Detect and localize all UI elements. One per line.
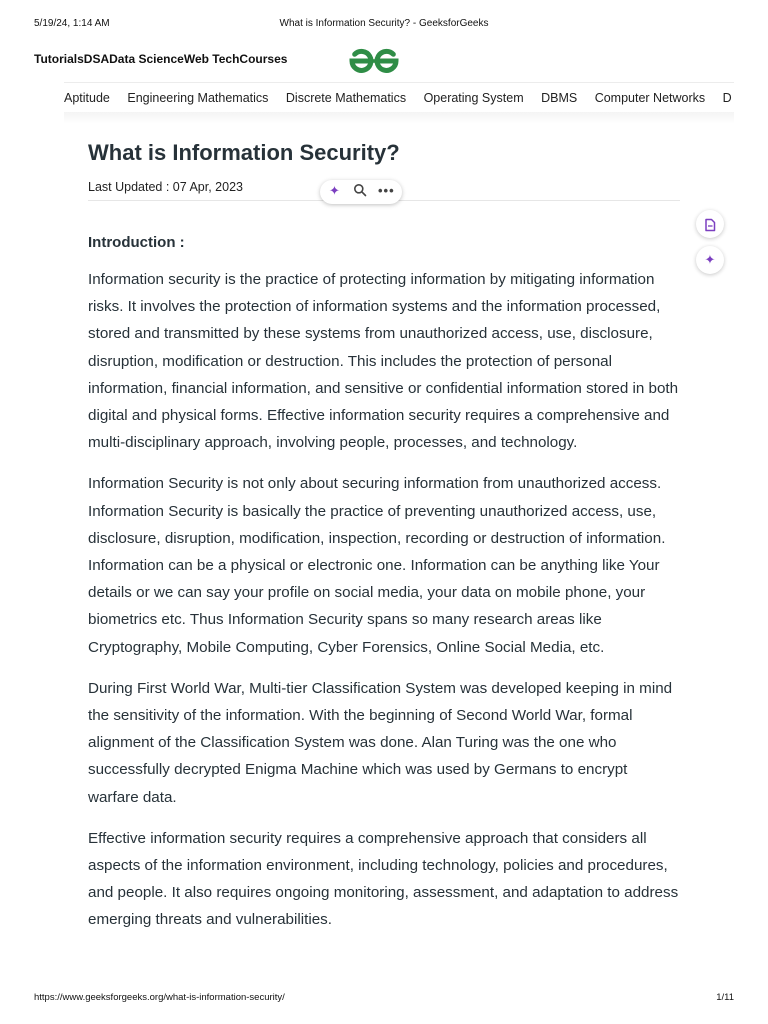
geeksforgeeks-logo-icon[interactable] <box>346 42 402 78</box>
nav-dsa[interactable]: DSA <box>83 52 110 66</box>
nav-tutorials[interactable]: Tutorials <box>34 52 84 66</box>
nav-courses[interactable]: Courses <box>239 52 288 66</box>
last-updated: Last Updated : 07 Apr, 2023 <box>88 180 243 194</box>
nav-web-tech[interactable]: Web Tech <box>183 52 240 66</box>
article-paragraph-2: Information Security is not only about securing information from unauthorized access. Information Security is basically the practice of preventing unauthorized access, use, disclosure, disruption, modification, inspection, recording or destruction of information. Information can be a physical or electronic one. Information can be anything like Your details or we can say your profile on social media, your data on mobile phone, your biometrics etc. Thus Information Security spans so many research areas like Cryptography, Mobile Computing, Cyber Forensics, Online Social Media, etc. <box>88 475 666 656</box>
subnav-overflow-item[interactable]: D <box>722 91 732 105</box>
subnav-dbms[interactable]: DBMS <box>541 91 578 105</box>
subnav-operating-system[interactable]: Operating System <box>423 91 524 105</box>
print-datetime: 5/19/24, 1:14 AM <box>34 18 110 29</box>
subnav-engineering-mathematics[interactable]: Engineering Mathematics <box>127 91 269 105</box>
article <box>88 136 680 934</box>
sub-nav-shadow <box>64 112 734 124</box>
article-paragraph-3: During First World War, Multi-tier Classification System was developed keeping in mind the sensitivity of the information. With the beginning of Second World War, formal alignment of the Classification System was done. Alan Turing was the one who successfully decrypted Enigma Machine which was used by Germans to encrypt warfare data. <box>88 679 673 806</box>
sub-nav <box>64 86 734 110</box>
print-footer <box>34 992 734 1006</box>
article-paragraph-4: Effective information security requires a comprehensive approach that considers all aspects of the information environment, including technology, policies and procedures, and people. It also requires ongoing monitoring, assessment, and adaptation to address emerging threats and vulnerabilities. <box>88 829 679 929</box>
document-icon[interactable] <box>696 210 724 238</box>
floating-toolbar <box>320 180 402 204</box>
ai-sparkle-icon[interactable]: ✦ <box>696 246 724 274</box>
print-header <box>34 18 734 32</box>
more-icon[interactable]: ••• <box>378 183 395 198</box>
subnav-discrete-mathematics[interactable]: Discrete Mathematics <box>285 91 407 105</box>
intro-heading: Introduction : <box>88 234 185 251</box>
sparkle-icon[interactable]: ✦ <box>329 183 340 198</box>
top-bar-divider <box>64 82 734 83</box>
print-page-number: 1/11 <box>716 992 734 1003</box>
search-icon[interactable] <box>353 183 367 200</box>
print-doc-title: What is Information Security? - GeeksforGeeks <box>279 18 489 29</box>
article-paragraph-1: Information security is the practice of protecting information by mitigating information risks. It involves the protection of information systems and the information processed, stored and transmitted by these systems from unauthorized access, use, disclosure, disruption, modification or destruction. This includes the protection of personal information, financial information, and sensitive or confidential information stored in both digital and physical forms. Effective information security requires a comprehensive and multi-disciplinary approach, involving people, processes, and technology. <box>88 271 679 452</box>
subnav-computer-networks[interactable]: Computer Networks <box>594 91 706 105</box>
subnav-aptitude[interactable]: Aptitude <box>64 91 110 105</box>
top-bar <box>34 40 734 80</box>
article-title: What is Information Security? <box>88 140 400 165</box>
top-nav <box>34 52 287 66</box>
print-url: https://www.geeksforgeeks.org/what-is-information-security/ <box>34 992 285 1003</box>
nav-data-science[interactable]: Data Science <box>109 52 184 66</box>
